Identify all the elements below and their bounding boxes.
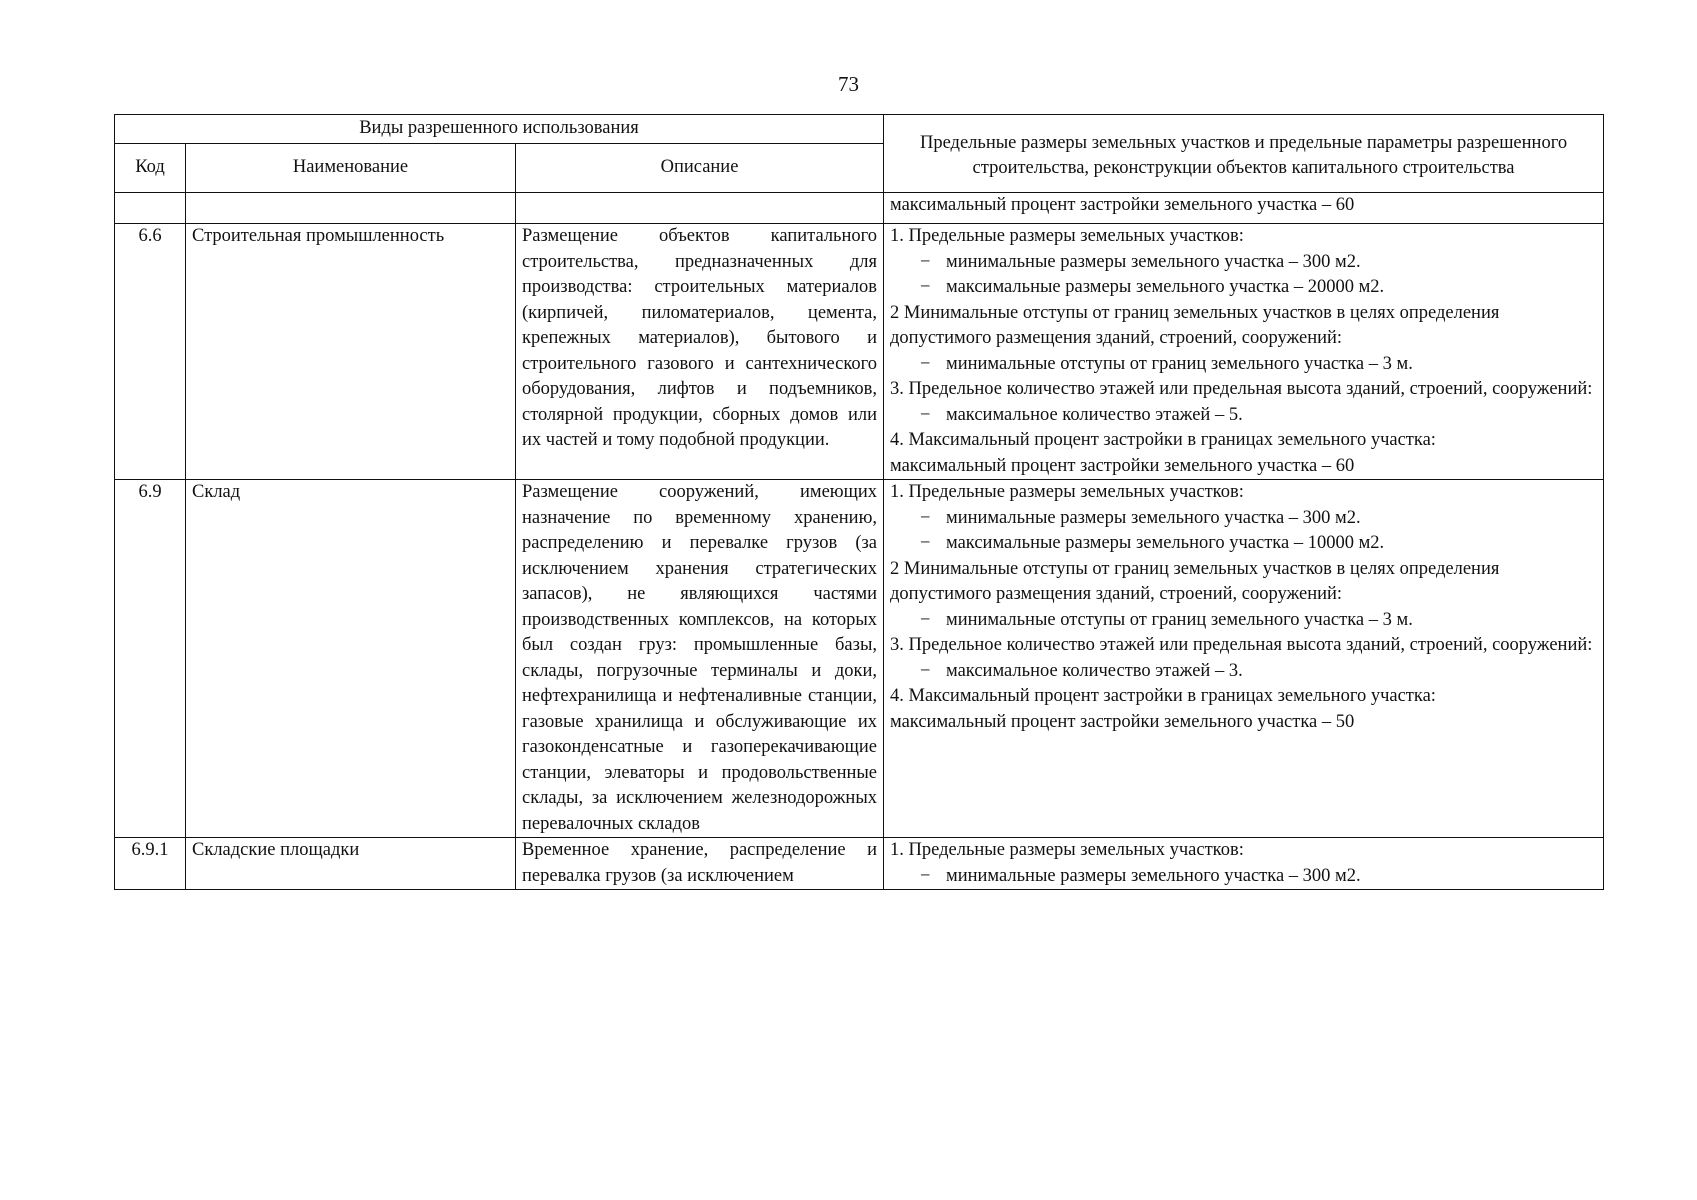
- row-code: 6.9.1: [115, 838, 186, 890]
- param-heading: 2 Минимальные отступы от границ земельных участков в целях определения допустимого размещения зданий, строений, сооружений:: [890, 302, 1500, 348]
- row-description: Размещение объектов капитального строительства, предназначенных для производства: строительных материалов (кирпичей, пиломатериалов, цемента, крепежных материалов), бытового и строительного газового и сантехнического оборудования, лифтов и подъемников, столярной продукции, сборных домов или их частей и тому подобной продукции.: [516, 224, 884, 480]
- table-row: [115, 838, 1604, 890]
- param-heading: 4. Максимальный процент застройки в границах земельного участка:: [890, 686, 1436, 706]
- param-item: − максимальные размеры земельного участка – 10000 м2.: [890, 531, 1597, 557]
- params-cell: [884, 480, 1604, 838]
- param-item: − минимальные размеры земельного участка – 300 м2.: [890, 506, 1597, 532]
- table-row: [115, 480, 1604, 838]
- param-heading: 4. Максимальный процент застройки в границах земельного участка:: [890, 430, 1436, 450]
- header-description: Описание: [516, 144, 884, 193]
- row-description: Временное хранение, распределение и перевалка грузов (за исключением: [516, 838, 884, 890]
- row-name: Складские площадки: [186, 838, 516, 890]
- param-item: − минимальные отступы от границ земельного участка – 3 м.: [890, 352, 1597, 378]
- param-heading: 1. Предельные размеры земельных участков:: [890, 226, 1244, 246]
- row-description: Размещение сооружений, имеющих назначение по временному хранению, распределению и перевалке грузов (за исключением хранения стратегических запасов), не являющихся частями производственных комплексов, на которых был создан груз: промышленные базы, склады, погрузочные терминалы и доки, нефтехранилища и нефтеналивные станции, газовые хранилища и обслуживающие их газоконденсатные и газоперекачивающие станции, элеваторы и продовольственные склады, за исключением железнодорожных перевалочных складов: [516, 480, 884, 838]
- param-item: − максимальные размеры земельного участка – 20000 м2.: [890, 275, 1597, 301]
- param-item: − минимальные размеры земельного участка – 300 м2.: [890, 250, 1597, 276]
- bullet-icon: −: [920, 609, 931, 630]
- bullet-icon: −: [920, 404, 931, 425]
- param-heading: 1. Предельные размеры земельных участков:: [890, 840, 1244, 860]
- header-permitted-use: Виды разрешенного использования: [115, 115, 884, 144]
- bullet-icon: −: [920, 353, 931, 374]
- table-row: [115, 224, 1604, 480]
- param-heading: 3. Предельное количество этажей или предельная высота зданий, строений, сооружений:: [890, 635, 1593, 655]
- row-name: Склад: [186, 480, 516, 838]
- row-code: 6.6: [115, 224, 186, 480]
- bullet-icon: −: [920, 533, 931, 553]
- param-item: − минимальные отступы от границ земельного участка – 3 м.: [890, 608, 1597, 634]
- header-params: Предельные размеры земельных участков и предельные параметры разрешенного строительства, реконструкции объектов капитального строительства: [884, 115, 1604, 193]
- page-number: 73: [838, 72, 859, 96]
- param-heading: 1. Предельные размеры земельных участков:: [890, 482, 1244, 502]
- header-name: Наименование: [186, 144, 516, 193]
- params-cell: максимальный процент застройки земельного участка – 60: [884, 193, 1604, 224]
- bullet-icon: −: [920, 507, 931, 528]
- bullet-icon: −: [920, 277, 931, 297]
- row-code: 6.9: [115, 480, 186, 838]
- param-value: максимальный процент застройки земельного участка – 60: [890, 455, 1355, 476]
- row-name: Строительная промышленность: [186, 224, 516, 480]
- table-row-continuation: [115, 193, 1604, 224]
- param-item: − минимальные размеры земельного участка – 300 м2.: [890, 864, 1597, 890]
- bullet-icon: −: [920, 251, 931, 272]
- land-use-table: [114, 114, 1604, 890]
- param-heading: 2 Минимальные отступы от границ земельных участков в целях определения допустимого размещения зданий, строений, сооружений:: [890, 558, 1500, 604]
- param-heading: 3. Предельное количество этажей или предельная высота зданий, строений, сооружений:: [890, 379, 1593, 399]
- params-cell: [884, 838, 1604, 890]
- param-value: максимальный процент застройки земельного участка – 50: [890, 711, 1355, 732]
- header-code: Код: [115, 144, 186, 193]
- param-item: − максимальное количество этажей – 5.: [890, 403, 1597, 429]
- bullet-icon: −: [920, 660, 931, 681]
- params-cell: [884, 224, 1604, 480]
- bullet-icon: −: [920, 865, 931, 886]
- param-item: − максимальное количество этажей – 3.: [890, 659, 1597, 685]
